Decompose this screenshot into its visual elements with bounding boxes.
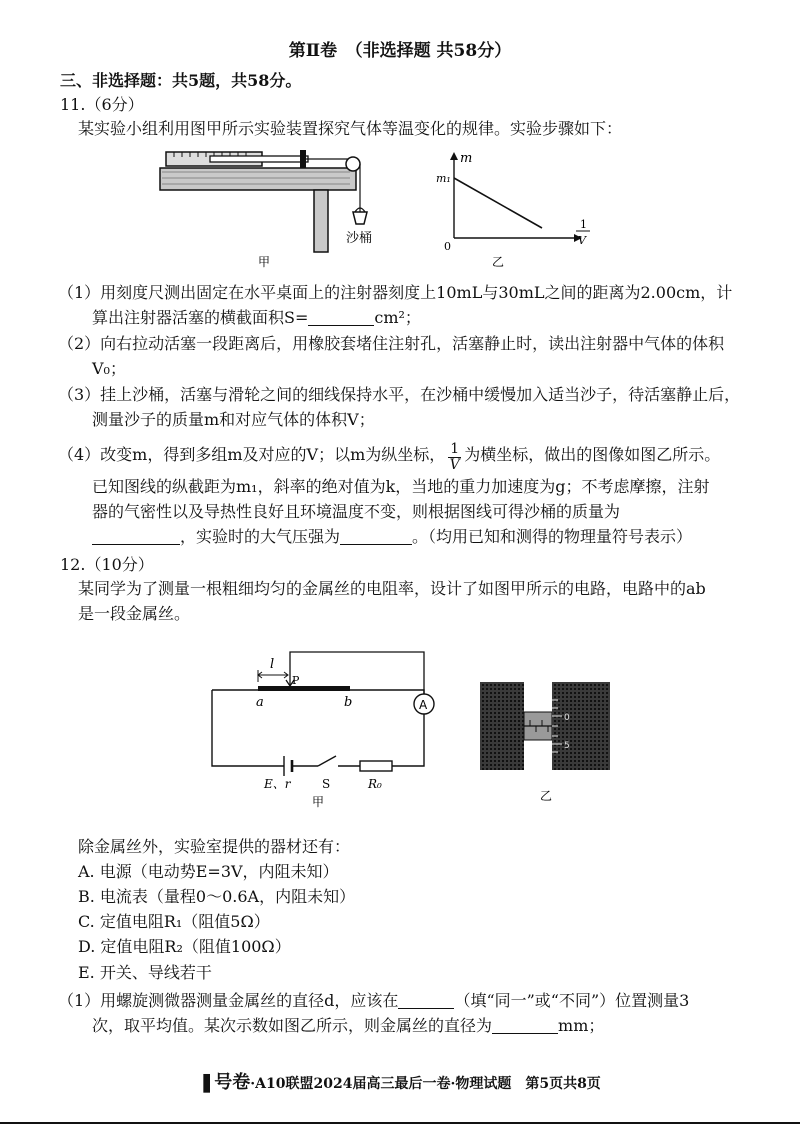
q12-part1-text-a: （1）用螺旋测微器测量金属丝的直径d，应该在	[58, 991, 399, 1010]
thimble-mark-0: 0	[564, 713, 570, 723]
battery-label: E、r	[264, 777, 291, 791]
b-label: b	[344, 695, 353, 710]
position-answer-blank[interactable]	[398, 993, 454, 1009]
q11-step1-line2	[92, 307, 421, 329]
page-footer	[0, 1072, 800, 1095]
diameter-answer-blank[interactable]	[492, 1018, 558, 1034]
circuit-diagram	[200, 648, 450, 808]
q11-step3-line2: 测量沙子的质量m和对应气体的体积V；	[92, 410, 375, 429]
bucket-mass-answer-blank[interactable]	[92, 529, 180, 545]
bottom-rule	[0, 1122, 800, 1124]
section-title: 第Ⅱ卷 （非选择题 共58分）	[288, 41, 512, 61]
micrometer-reading-figure	[478, 680, 618, 806]
switch-label: S	[322, 777, 331, 791]
publisher-logo: ❚号卷	[199, 1072, 251, 1093]
footer-text: ·A10联盟2024届高三最后一卷·物理试题 第5页共8页	[250, 1076, 601, 1092]
circuit-wire-to-ammeter	[350, 690, 424, 694]
m-vs-inverse-v-graph	[430, 148, 600, 270]
switch-blade	[318, 756, 336, 766]
q11-step2-line1: （2）向右拉动活塞一段距离后，用橡胶套堵住注射孔，活塞静止时，读出注射器中气体的体积	[58, 334, 725, 353]
q12-part1-text-b-end: mm；	[558, 1016, 605, 1035]
equipment-item: B. 电流表（量程0～0.6A，内阻未知）	[78, 887, 356, 906]
equipment-item: D. 定值电阻R₂（阻值100Ω）	[78, 937, 291, 956]
origin-label: 0	[444, 240, 451, 253]
part3-heading: 三、非选择题：共5题，共58分。	[60, 71, 302, 90]
q12-intro-line2: 是一段金属丝。	[78, 604, 191, 623]
thimble-mark-5: 5	[564, 741, 570, 751]
metal-wire-ab	[258, 686, 350, 691]
x-axis-label-denominator: V	[578, 234, 586, 247]
resistor-label: R₀	[368, 777, 382, 791]
fraction-denominator: V	[449, 457, 460, 473]
micrometer-caption: 乙	[540, 789, 553, 803]
q12-part1-line1	[58, 990, 689, 1012]
q12-number: 12.（10分）	[60, 555, 154, 574]
equipment-intro: 除金属丝外，实验室提供的器材还有：	[78, 837, 351, 856]
q11-step1-line1: （1）用刻度尺测出固定在水平桌面上的注射器刻度上10mL与30mL之间的距离为2.00cm，计	[58, 283, 733, 302]
bucket-label: 沙桶	[346, 231, 373, 246]
table-leg	[314, 190, 328, 252]
q11-step1-text: 算出注射器活塞的横截面积S=	[92, 308, 309, 327]
y-axis-arrow-icon	[450, 152, 458, 160]
intercept-label: m₁	[436, 172, 451, 185]
q11-intro: 某实验小组利用图甲所示实验装置探究气体等温变化的规律。实验步骤如下：	[78, 119, 623, 138]
micrometer-thimble	[552, 682, 610, 770]
q11-step4-text-a: （4）改变m，得到多组m及对应的V；以m为纵坐标，	[58, 445, 446, 464]
q11-step1-unit: cm²；	[374, 308, 421, 327]
q11-step4-mid: ，实验时的大气压强为	[180, 527, 341, 546]
ammeter-label: A	[419, 698, 428, 712]
q11-step4-text-b: 为横坐标，做出的图像如图乙所示。	[464, 445, 721, 464]
equipment-item: A. 电源（电动势E=3V，内阻未知）	[78, 862, 339, 881]
q12-intro-line1: 某同学为了测量一根粗细均匀的金属丝的电阻率，设计了如图甲所示的电路，电路中的ab	[78, 579, 706, 598]
q12-part1-text-a-end: （填“同一”或“不同”）位置测量3	[454, 991, 690, 1010]
p-label: P	[292, 674, 300, 687]
q11-step2-line2: V₀；	[92, 359, 126, 378]
q11-step4-line1	[58, 442, 720, 473]
circuit-wire-right	[392, 714, 424, 766]
circuit-wire-left	[212, 690, 284, 766]
sand-bucket	[353, 212, 367, 224]
q12-part1-line2	[92, 1015, 604, 1037]
figure-jia-caption: 甲	[258, 255, 271, 269]
plunger-rod	[210, 156, 308, 162]
plunger-handle	[300, 150, 306, 168]
equipment-item: E. 开关、导线若干	[78, 963, 212, 982]
circuit-caption: 甲	[312, 795, 325, 809]
micrometer-anvil	[480, 682, 524, 770]
a-label: a	[256, 695, 264, 710]
pulley	[346, 157, 360, 171]
q11-step4-line4	[92, 526, 692, 548]
q11-step4-end: 。（均用已知和测得的物理量符号表示）	[412, 527, 693, 546]
inverse-v-fraction	[448, 442, 461, 473]
x-axis-label-numerator: 1	[580, 218, 587, 231]
answer-blank-area[interactable]	[308, 310, 374, 326]
y-axis-label: m	[460, 151, 473, 166]
l-label: l	[270, 657, 275, 672]
equipment-item: C. 定值电阻R₁（阻值5Ω）	[78, 912, 270, 931]
q11-step4-line2: 已知图线的纵截距为m₁，斜率的绝对值为k，当地的重力加速度为g；不考虑摩擦，注射	[92, 477, 710, 496]
data-line	[454, 178, 542, 228]
q12-part1-text-b: 次，取平均值。某次示数如图乙所示，则金属丝的直径为	[92, 1016, 493, 1035]
pressure-answer-blank[interactable]	[340, 529, 412, 545]
q11-number: 11.（6分）	[60, 95, 144, 114]
table-top	[160, 168, 356, 190]
q11-step4-line3: 器的气密性以及导热性良好且环境温度不变，则根据图线可得沙桶的质量为	[92, 502, 621, 521]
fraction-numerator: 1	[450, 441, 460, 457]
q11-step3-line1: （3）挂上沙桶，活塞与滑轮之间的细线保持水平，在沙桶中缓慢加入适当沙子，待活塞静止后，	[58, 385, 741, 404]
resistor-r0	[360, 761, 392, 771]
syringe-apparatus-figure	[150, 142, 400, 270]
figure-yi-caption: 乙	[492, 255, 505, 269]
